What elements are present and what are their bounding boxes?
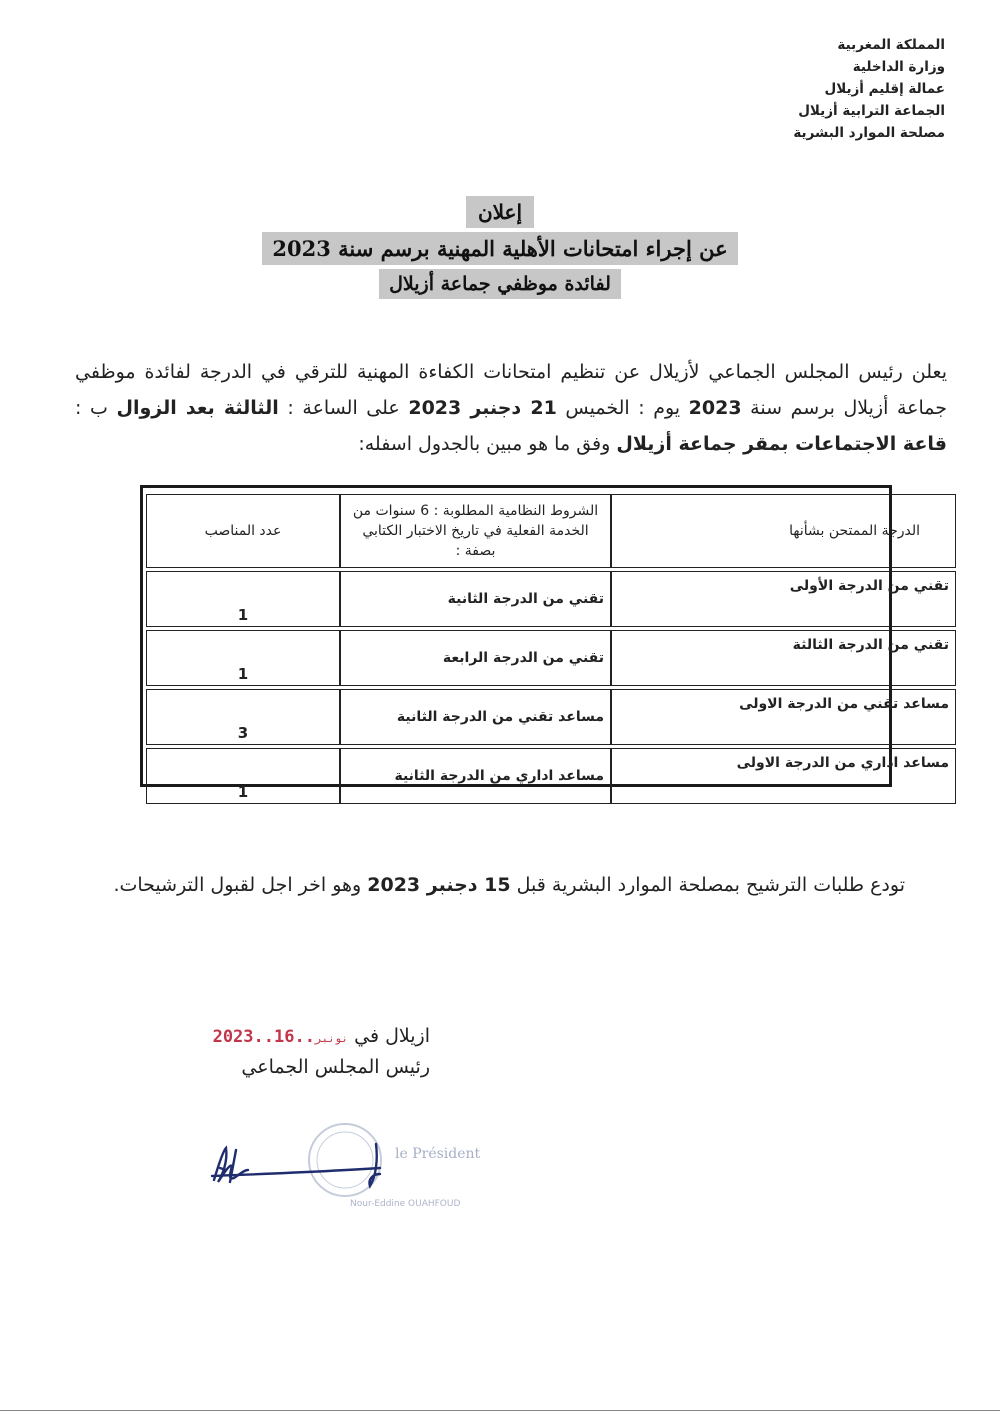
date-month: نونبر <box>314 1032 349 1045</box>
title-announcement: إعلان <box>466 196 534 228</box>
row-grade: مساعد تقني من الدرجة الاولى <box>611 689 956 745</box>
announcement-text: يعلن رئيس المجلس الجماعي لأزيلال عن تنظيم امتحانات الكفاءة المهنية للترقي في الدرجة لفائدة موظفي جماعة أزيلال برسم سنة <box>75 361 947 419</box>
exam-place: قاعة الاجتماعات بمقر جماعة أزيلال <box>616 433 947 455</box>
stamp-title: le Président <box>395 1146 481 1162</box>
official-stamp-signature <box>200 1120 520 1210</box>
note-text: تودع طلبات الترشيح بمصلحة الموارد البشرية قبل <box>510 874 905 896</box>
stamp-name: Nour-Eddine OUAHFOUD <box>350 1199 461 1209</box>
announcement-text: ب : <box>75 397 117 419</box>
signature-place: ازيلال في <box>354 1025 430 1047</box>
row-count: 3 <box>146 689 340 745</box>
letterhead-line-prefecture: عمالة إقليم أزيلال <box>824 81 945 97</box>
signature-role: رئيس المجلس الجماعي <box>241 1056 430 1078</box>
table-row <box>146 689 956 745</box>
header-positions: عدد المناصب <box>146 494 340 568</box>
application-deadline: 15 دجنبر 2023 <box>367 874 511 896</box>
row-grade: تقني من الدرجة الثالثة <box>611 630 956 686</box>
announcement-text: يوم : الخميس <box>556 397 689 419</box>
row-condition: تقني من الدرجة الرابعة <box>340 630 611 686</box>
exam-grid <box>146 491 956 807</box>
exam-table <box>140 485 949 801</box>
announcement-title <box>0 196 1000 299</box>
letterhead <box>685 34 945 144</box>
header-grade: الدرجة الممتحن بشأنها <box>611 494 956 568</box>
signature-date-line <box>170 1022 430 1053</box>
row-grade: تقني من الدرجة الأولى <box>611 571 956 627</box>
date-day: 16 <box>274 1027 295 1047</box>
header-conditions: الشروط النظامية المطلوبة : 6 سنوات من الخدمة الفعلية في تاريخ الاختبار الكتابي بصفة : <box>340 494 611 568</box>
row-count: 1 <box>146 630 340 686</box>
handwritten-signature-icon <box>212 1144 380 1186</box>
signature-block <box>170 1022 430 1081</box>
note-text: وهو اخر اجل لقبول الترشيحات. <box>113 874 368 896</box>
announcement-text: على الساعة : <box>278 397 409 419</box>
announcement-year: 2023 <box>688 397 742 419</box>
date-year: 2023 <box>212 1027 254 1047</box>
table-row <box>146 571 956 627</box>
announcement-body <box>75 354 947 462</box>
row-condition: مساعد تقني من الدرجة الثانية <box>340 689 611 745</box>
page-bottom-edge <box>0 1410 1000 1411</box>
row-grade: مساعد اداري من الدرجة الاولى <box>611 748 956 804</box>
deadline-note <box>75 868 905 902</box>
table-row <box>146 630 956 686</box>
table-row <box>146 748 956 804</box>
row-count: 1 <box>146 748 340 804</box>
exam-time: الثالثة بعد الزوال <box>116 397 279 419</box>
exam-date: 21 دجنبر 2023 <box>408 397 557 419</box>
letterhead-line-commune: الجماعة الترابية أزيلال <box>798 103 945 119</box>
signature-date-stamp: 2023.. نونبر..16 <box>212 1027 349 1047</box>
letterhead-line-ministry: وزارة الداخلية <box>852 59 945 75</box>
title-beneficiaries: لفائدة موظفي جماعة أزيلال <box>379 269 621 299</box>
row-condition: تقني من الدرجة الثانية <box>340 571 611 627</box>
row-condition: مساعد اداري من الدرجة الثانية <box>340 748 611 804</box>
table-header-row <box>146 494 956 568</box>
letterhead-line-kingdom: المملكة المغربية <box>837 37 945 53</box>
title-subject: عن إجراء امتحانات الأهلية المهنية برسم سنة 2023 <box>262 232 737 265</box>
announcement-text: وفق ما هو مبين بالجدول اسفله: <box>358 433 617 455</box>
row-count: 1 <box>146 571 340 627</box>
letterhead-line-service: مصلحة الموارد البشرية <box>793 125 945 141</box>
